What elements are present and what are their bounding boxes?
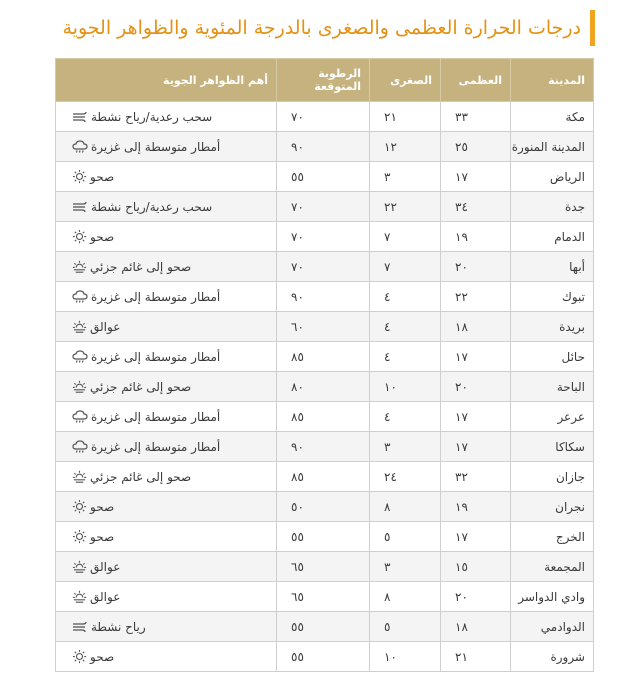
weather-cell: [56, 222, 277, 252]
table-row: [56, 582, 594, 612]
sun-icon: [72, 649, 87, 664]
weather-content: [72, 379, 191, 394]
weather-content: [72, 290, 220, 304]
weather-content: [72, 559, 120, 574]
weather-cell: [56, 312, 277, 342]
weather-table: [55, 58, 594, 672]
city-cell: المدينة المنورة: [511, 132, 594, 162]
max-temp-cell: ١٧: [441, 522, 511, 552]
table-row: [56, 132, 594, 162]
table-row: [56, 162, 594, 192]
table-row: [56, 642, 594, 672]
max-temp-cell: ١٧: [441, 432, 511, 462]
weather-text: صحو إلى غائم جزئي: [90, 469, 192, 484]
weather-content: [72, 410, 220, 424]
weather-content: [72, 319, 120, 334]
humidity-cell: ٩٠: [277, 282, 370, 312]
weather-cell: [56, 642, 277, 672]
max-temp-cell: ٢٠: [441, 372, 511, 402]
wind-icon: [72, 111, 88, 123]
city-cell: الخرج: [511, 522, 594, 552]
humidity-cell: ٦٥: [277, 582, 370, 612]
wind-icon: [72, 201, 88, 213]
min-temp-cell: ١٢: [370, 132, 441, 162]
city-cell: نجران: [511, 492, 594, 522]
max-temp-cell: ١٨: [441, 612, 511, 642]
max-temp-cell: ١٧: [441, 162, 511, 192]
sun-icon: [72, 499, 87, 514]
rain-cloud-icon: [72, 350, 88, 364]
table-row: [56, 342, 594, 372]
table-row: [56, 492, 594, 522]
weather-cell: [56, 402, 277, 432]
humidity-cell: ٧٠: [277, 222, 370, 252]
min-temp-cell: ١٠: [370, 372, 441, 402]
table-row: [56, 102, 594, 132]
weather-text: صحو: [90, 499, 115, 514]
city-cell: عرعر: [511, 402, 594, 432]
weather-text: صحو: [90, 529, 115, 544]
min-temp-cell: ٨: [370, 492, 441, 522]
min-temp-cell: ٢٤: [370, 462, 441, 492]
min-temp-cell: ١٠: [370, 642, 441, 672]
table-row: [56, 522, 594, 552]
weather-cell: [56, 492, 277, 522]
city-cell: الدمام: [511, 222, 594, 252]
weather-text: صحو: [90, 229, 115, 244]
header-humidity: الرطوبة المتوقعة: [277, 59, 370, 102]
max-temp-cell: ٢١: [441, 642, 511, 672]
weather-text: أمطار متوسطة إلى غزيرة: [91, 289, 221, 304]
rain-cloud-icon: [72, 290, 88, 304]
humidity-cell: ٨٥: [277, 462, 370, 492]
max-temp-cell: ١٩: [441, 492, 511, 522]
weather-content: [72, 110, 212, 124]
city-cell: سكاكا: [511, 432, 594, 462]
max-temp-cell: ٣٣: [441, 102, 511, 132]
table-row: [56, 222, 594, 252]
header-max: العظمى: [441, 59, 511, 102]
sun-icon: [72, 229, 87, 244]
sun-icon: [72, 529, 87, 544]
weather-text: أمطار متوسطة إلى غزيرة: [91, 439, 221, 454]
table-row: [56, 282, 594, 312]
min-temp-cell: ٤: [370, 342, 441, 372]
table-row: [56, 612, 594, 642]
table-row: [56, 432, 594, 462]
table-row: [56, 252, 594, 282]
sun-icon: [72, 169, 87, 184]
city-cell: مكة: [511, 102, 594, 132]
humidity-cell: ٩٠: [277, 432, 370, 462]
table-row: [56, 552, 594, 582]
city-cell: جدة: [511, 192, 594, 222]
humidity-cell: ٩٠: [277, 132, 370, 162]
weather-cell: [56, 102, 277, 132]
weather-cell: [56, 282, 277, 312]
table-row: [56, 462, 594, 492]
min-temp-cell: ٧: [370, 252, 441, 282]
humidity-cell: ٥٥: [277, 612, 370, 642]
humidity-cell: ٨٥: [277, 402, 370, 432]
max-temp-cell: ١٩: [441, 222, 511, 252]
max-temp-cell: ٣٢: [441, 462, 511, 492]
humidity-cell: ٧٠: [277, 102, 370, 132]
humidity-cell: ٦٥: [277, 552, 370, 582]
min-temp-cell: ٥: [370, 522, 441, 552]
city-cell: أبها: [511, 252, 594, 282]
min-temp-cell: ٢١: [370, 102, 441, 132]
weather-cell: [56, 552, 277, 582]
header-min: الصغرى: [370, 59, 441, 102]
min-temp-cell: ٣: [370, 162, 441, 192]
wind-icon: [72, 621, 88, 633]
sun-haze-icon: [72, 379, 87, 394]
table-header-row: [56, 59, 594, 102]
table-row: [56, 192, 594, 222]
max-temp-cell: ٢٠: [441, 582, 511, 612]
weather-text: صحو: [90, 649, 115, 664]
weather-content: [72, 259, 191, 274]
max-temp-cell: ٣٤: [441, 192, 511, 222]
max-temp-cell: ٢٠: [441, 252, 511, 282]
sun-haze-icon: [72, 469, 87, 484]
min-temp-cell: ٣: [370, 432, 441, 462]
weather-cell: [56, 372, 277, 402]
weather-cell: [56, 522, 277, 552]
weather-content: [72, 229, 114, 244]
weather-cell: [56, 612, 277, 642]
weather-cell: [56, 252, 277, 282]
min-temp-cell: ٣: [370, 552, 441, 582]
weather-cell: [56, 162, 277, 192]
weather-text: أمطار متوسطة إلى غزيرة: [91, 349, 221, 364]
weather-cell: [56, 432, 277, 462]
weather-content: [72, 140, 220, 154]
weather-text: عوالق: [90, 559, 121, 574]
weather-content: [72, 350, 220, 364]
weather-text: عوالق: [90, 319, 121, 334]
weather-text: سحب رعدية/رياح نشطة: [91, 199, 213, 214]
city-cell: الرياض: [511, 162, 594, 192]
weather-content: [72, 529, 114, 544]
humidity-cell: ٦٠: [277, 312, 370, 342]
max-temp-cell: ٢٢: [441, 282, 511, 312]
title-block: [64, 10, 595, 46]
weather-text: صحو إلى غائم جزئي: [90, 379, 192, 394]
sun-haze-icon: [72, 319, 87, 334]
max-temp-cell: ٢٥: [441, 132, 511, 162]
city-cell: حائل: [511, 342, 594, 372]
max-temp-cell: ١٥: [441, 552, 511, 582]
rain-cloud-icon: [72, 140, 88, 154]
city-cell: الباحة: [511, 372, 594, 402]
weather-cell: [56, 192, 277, 222]
city-cell: جازان: [511, 462, 594, 492]
weather-cell: [56, 342, 277, 372]
weather-content: [72, 469, 191, 484]
sun-haze-icon: [72, 589, 87, 604]
rain-cloud-icon: [72, 410, 88, 424]
humidity-cell: ٧٠: [277, 192, 370, 222]
sun-haze-icon: [72, 559, 87, 574]
table-row: [56, 402, 594, 432]
weather-cell: [56, 462, 277, 492]
weather-text: أمطار متوسطة إلى غزيرة: [91, 139, 221, 154]
weather-text: رياح نشطة: [91, 619, 146, 634]
city-cell: شرورة: [511, 642, 594, 672]
weather-cell: [56, 582, 277, 612]
header-city: المدينة: [511, 59, 594, 102]
min-temp-cell: ٤: [370, 402, 441, 432]
weather-content: [72, 499, 114, 514]
header-weather: أهم الظواهر الجوية: [56, 59, 277, 102]
min-temp-cell: ٧: [370, 222, 441, 252]
min-temp-cell: ٥: [370, 612, 441, 642]
weather-text: صحو إلى غائم جزئي: [90, 259, 192, 274]
city-cell: وادي الدواسر: [511, 582, 594, 612]
weather-content: [72, 620, 146, 634]
humidity-cell: ٨٥: [277, 342, 370, 372]
humidity-cell: ٧٠: [277, 252, 370, 282]
weather-text: أمطار متوسطة إلى غزيرة: [91, 409, 221, 424]
page-title: درجات الحرارة العظمى والصغرى بالدرجة المئوية والظواهر الجوية: [62, 17, 581, 39]
min-temp-cell: ٤: [370, 282, 441, 312]
min-temp-cell: ٤: [370, 312, 441, 342]
sun-haze-icon: [72, 259, 87, 274]
humidity-cell: ٥٥: [277, 162, 370, 192]
humidity-cell: ٥٥: [277, 642, 370, 672]
weather-content: [72, 200, 212, 214]
min-temp-cell: ٨: [370, 582, 441, 612]
humidity-cell: ٨٠: [277, 372, 370, 402]
weather-content: [72, 589, 120, 604]
city-cell: تبوك: [511, 282, 594, 312]
weather-content: [72, 440, 220, 454]
city-cell: المجمعة: [511, 552, 594, 582]
weather-content: [72, 169, 114, 184]
min-temp-cell: ٢٢: [370, 192, 441, 222]
humidity-cell: ٥٠: [277, 492, 370, 522]
city-cell: الدوادمي: [511, 612, 594, 642]
humidity-cell: ٥٥: [277, 522, 370, 552]
city-cell: بريدة: [511, 312, 594, 342]
weather-content: [72, 649, 114, 664]
rain-cloud-icon: [72, 440, 88, 454]
max-temp-cell: ١٧: [441, 342, 511, 372]
table-row: [56, 312, 594, 342]
weather-text: صحو: [90, 169, 115, 184]
max-temp-cell: ١٧: [441, 402, 511, 432]
weather-text: عوالق: [90, 589, 121, 604]
table-row: [56, 372, 594, 402]
weather-cell: [56, 132, 277, 162]
max-temp-cell: ١٨: [441, 312, 511, 342]
title-accent-bar: [590, 10, 595, 46]
weather-text: سحب رعدية/رياح نشطة: [91, 109, 213, 124]
